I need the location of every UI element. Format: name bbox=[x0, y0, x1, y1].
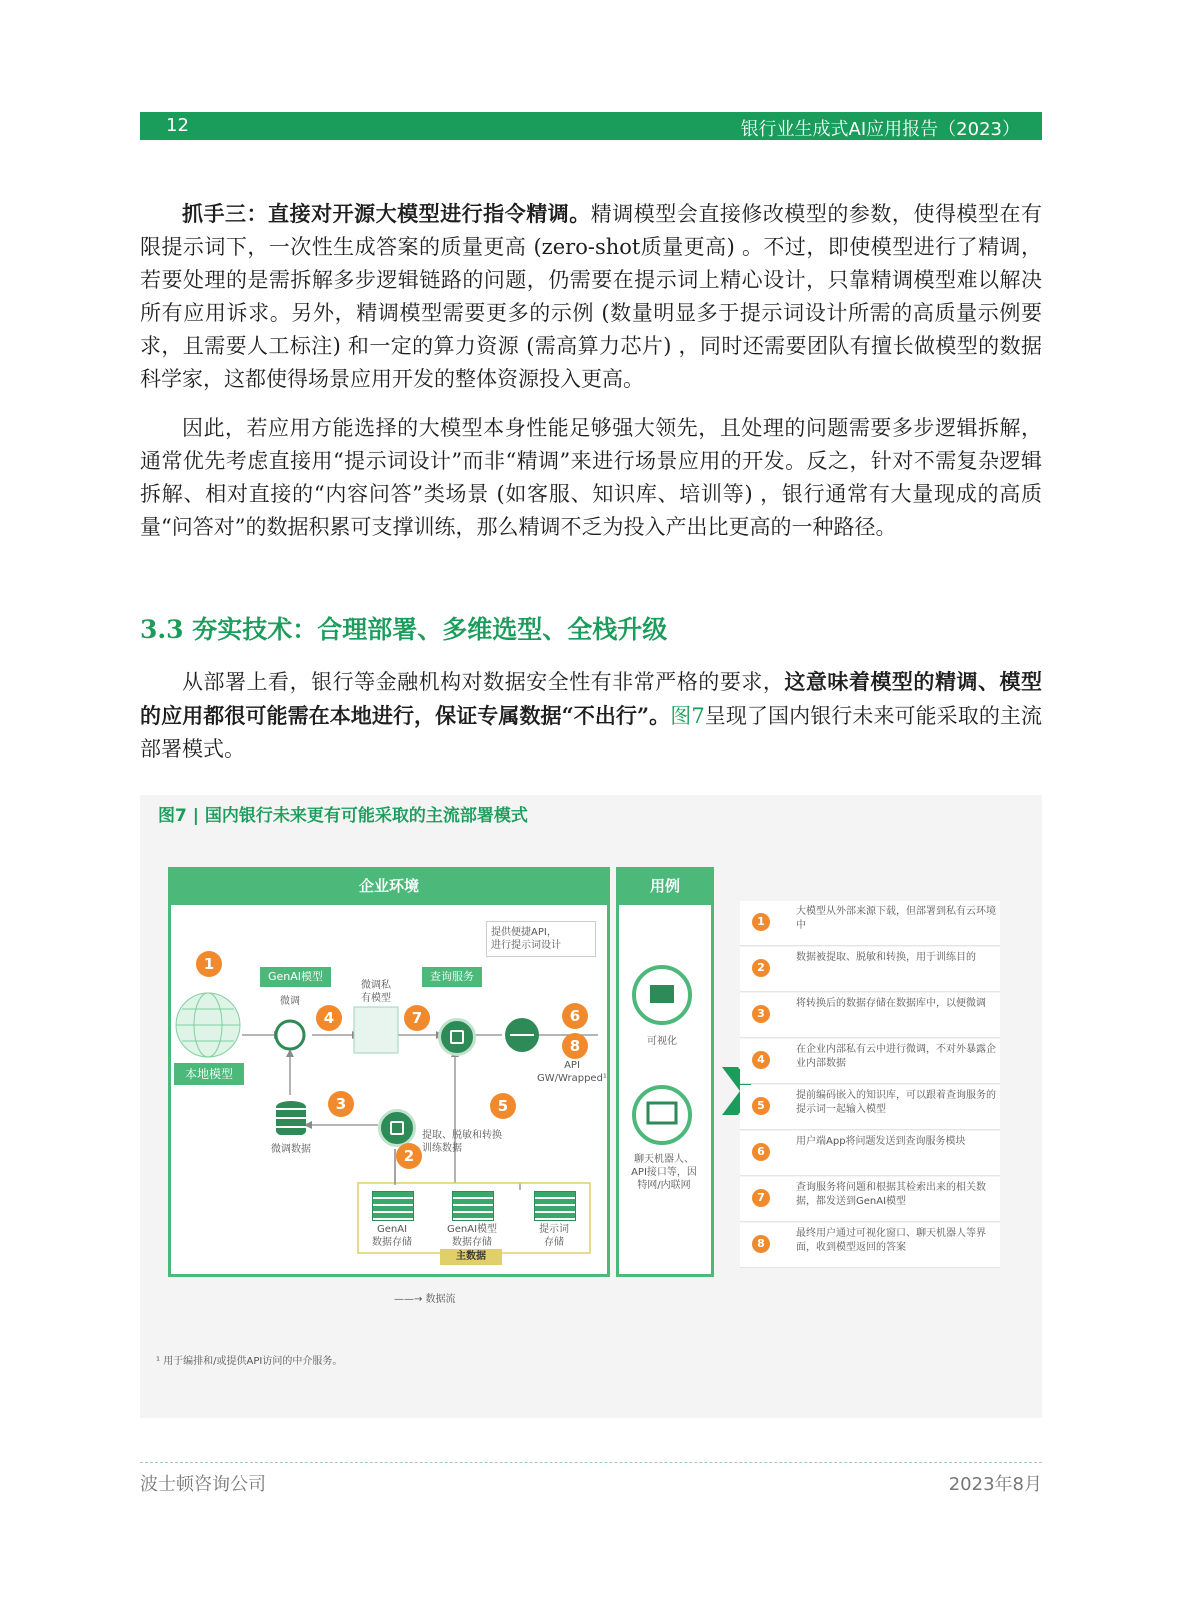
query-service-node bbox=[438, 1018, 476, 1056]
section-title: 3.3 夯实技术：合理部署、多维选型、全栈升级 bbox=[140, 615, 668, 644]
genai-model-tag: GenAI模型 bbox=[260, 967, 331, 987]
footer-divider bbox=[140, 1462, 1042, 1463]
paragraph-1 bbox=[140, 197, 1042, 396]
api-gateway-label: API GW/Wrapped¹ bbox=[537, 1060, 607, 1084]
figure-reference-link[interactable]: 图7 bbox=[670, 704, 705, 728]
finetune-data-label: 微调数据 bbox=[271, 1144, 311, 1155]
genai-model-store-label: GenAI模型 数据存储 bbox=[446, 1224, 498, 1248]
genai-store-icon bbox=[372, 1191, 414, 1221]
footer-date: 2023年8月 bbox=[948, 1474, 1042, 1495]
extract-node bbox=[378, 1109, 416, 1147]
step-item: 1 大模型从外部来源下载，但部署到私有云环境中 bbox=[740, 901, 1000, 946]
visualization-label: 可视化 bbox=[647, 1036, 677, 1047]
finetune-label: 微调 bbox=[280, 996, 300, 1007]
step-item: 5 提前编码嵌入的知识库，可以跟着查询服务的提示词一起输入模型 bbox=[740, 1085, 1000, 1130]
step-badge-1: 1 bbox=[196, 951, 222, 977]
footer-company: 波士顿咨询公司 bbox=[140, 1474, 266, 1495]
chatbot-label: 聊天机器人、 API接口等，因 特网/内联网 bbox=[631, 1154, 697, 1191]
steps-list bbox=[740, 901, 1000, 1277]
local-model-label: 本地模型 bbox=[174, 1063, 244, 1085]
figure-7 bbox=[140, 795, 1042, 1418]
step-badge-4: 4 bbox=[316, 1005, 342, 1031]
genai-store-label: GenAI 数据存储 bbox=[372, 1224, 412, 1248]
prompt-store-icon bbox=[534, 1191, 576, 1221]
page-header-bar bbox=[140, 112, 1042, 140]
step-badge-6: 6 bbox=[562, 1003, 588, 1029]
api-callout: 提供便捷API， 进行提示词设计 bbox=[486, 921, 596, 957]
legend-dataflow: ——→ 数据流 bbox=[394, 1294, 456, 1305]
usecase-title: 用例 bbox=[616, 867, 714, 905]
paragraph-3-text: 从部署上看，银行等金融机构对数据安全性有非常严格的要求， bbox=[182, 670, 785, 694]
step-item: 3 将转换后的数据存储在数据库中，以便微调 bbox=[740, 993, 1000, 1038]
master-data-label: 主数据 bbox=[440, 1249, 502, 1265]
page-number: 12 bbox=[166, 115, 189, 136]
step-badge-3: 3 bbox=[328, 1091, 354, 1117]
step-item: 6 用户端App将问题发送到查询服务模块 bbox=[740, 1131, 1000, 1176]
query-service-tag: 查询服务 bbox=[422, 967, 482, 987]
report-title: 银行业生成式AI应用报告（2023） bbox=[740, 119, 1020, 140]
paragraph-3-bold: 这意味着模型的精调、模型的应用都很可能需在本地进行，保证专属数据“不出行”。 bbox=[140, 669, 1042, 728]
paragraph-3-text-end: 呈现了国内银行未来可能采取的主流部署模式。 bbox=[140, 704, 1043, 761]
extract-label: 提取、脱敏和转换 训练数据 bbox=[422, 1130, 502, 1154]
step-item: 8 最终用户通过可视化窗口、聊天机器人等界面，收到模型返回的答案 bbox=[740, 1223, 1000, 1268]
step-badge-8: 8 bbox=[562, 1033, 588, 1059]
figure-caption: 图7 | 国内银行未来更有可能采取的主流部署模式 bbox=[158, 806, 528, 826]
enterprise-title: 企业环境 bbox=[168, 867, 610, 905]
database-icon bbox=[276, 1101, 306, 1137]
step-item: 7 查询服务将问题和根据其检索出来的相关数据，都发送到GenAI模型 bbox=[740, 1177, 1000, 1222]
paragraph-2: 因此，若应用方能选择的大模型本身性能足够强大领先，且处理的问题需要多步逻辑拆解，通常优先考虑直接用“提示词设计”而非“精调”来进行场景应用的开发。反之，针对不需复杂逻辑拆解、相对直接的“内容问答”类场景 (如客服、知识库、培训等) ，银行通常有大量现成的高质量“问答对”的数据积累可支撑训练，那么精调不乏为投入产出比更高的一种路径。 bbox=[140, 416, 1042, 539]
step-item: 2 数据被提取、脱敏和转换，用于训练目的 bbox=[740, 947, 1000, 992]
paragraph-3 bbox=[140, 665, 1042, 766]
paragraph-1-text: 精调模型会直接修改模型的参数，使得模型在有限提示词下，一次性生成答案的质量更高 (zero-shot质量更高) 。不过，即使模型进行了精调，若要处理的是需拆解多步逻辑链路的问题，仍需要在提示词上精心设计，只靠精调模型难以解决所有应用诉求。另外，精调模型需要更多的示例 (数量明显多于提示词设计所需的高质量示例要求，且需要人工标注) 和一定的算力资源 (需高算力芯片) ，同时还需要团队有擅长做模型的数据科学家，这都使得场景应用开发的整体资源投入更高。 bbox=[140, 202, 1043, 391]
paragraph-1-bold: 抓手三：直接对开源大模型进行指令精调。 bbox=[182, 201, 591, 226]
step-badge-2: 2 bbox=[396, 1143, 422, 1169]
step-badge-7: 7 bbox=[404, 1005, 430, 1031]
prompt-store-label: 提示词 存储 bbox=[539, 1224, 569, 1248]
genai-model-store-icon bbox=[452, 1191, 494, 1221]
private-model-label: 微调私 有模型 bbox=[361, 980, 391, 1004]
globe-icon bbox=[176, 993, 240, 1057]
step-item: 4 在企业内部私有云中进行微调，不对外暴露企业内部数据 bbox=[740, 1039, 1000, 1084]
step-badge-5: 5 bbox=[490, 1093, 516, 1119]
figure-footnote: ¹ 用于编排和/或提供API访问的中介服务。 bbox=[156, 1356, 343, 1367]
